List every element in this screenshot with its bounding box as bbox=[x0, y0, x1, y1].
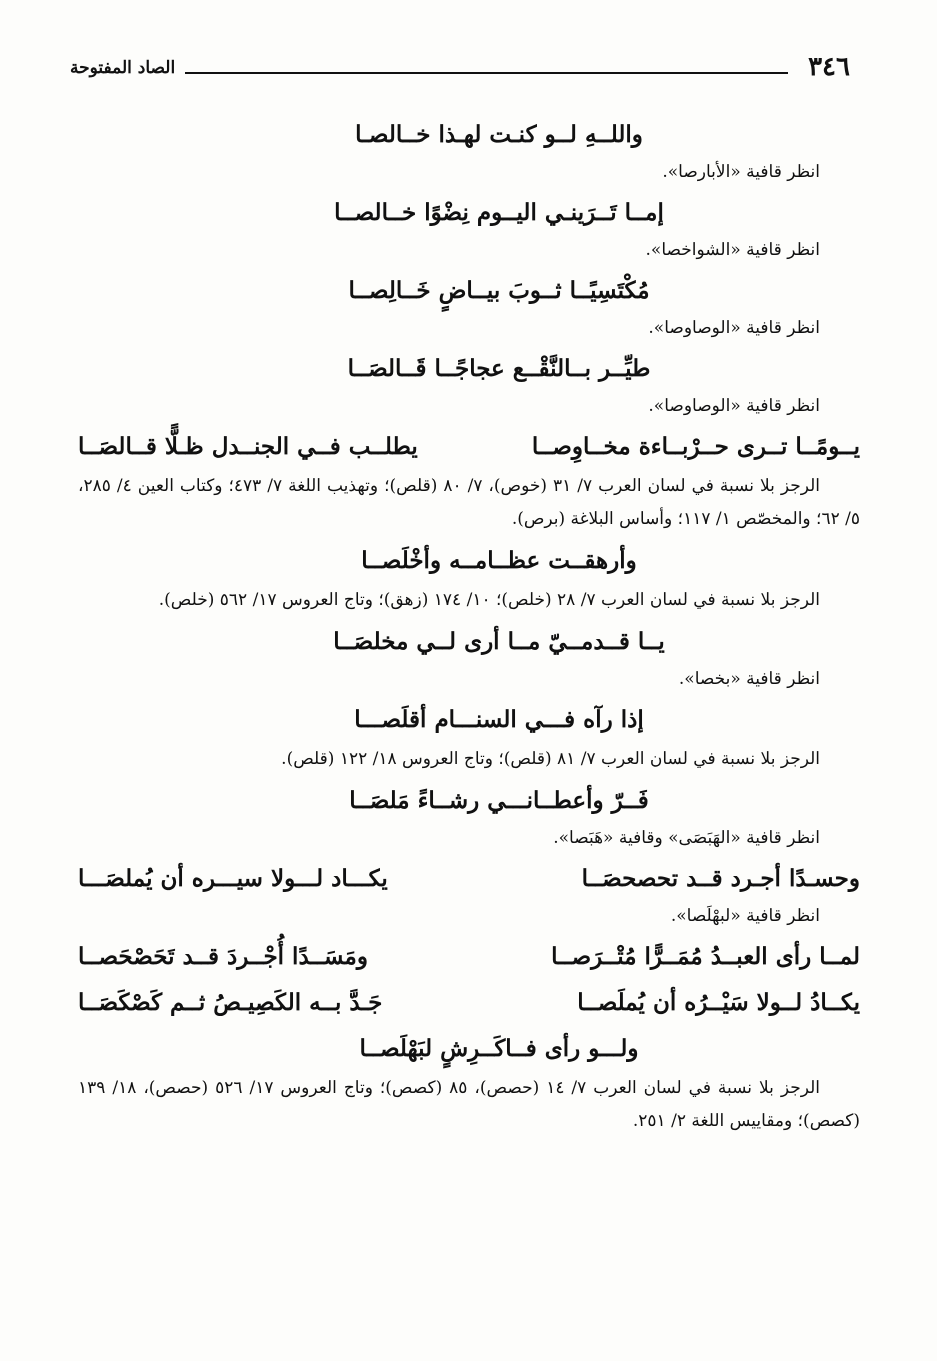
verse-line: وأرهقــت عظــامــه وأخْلَصــا bbox=[361, 547, 637, 574]
verse-hemistich-left: يكـــاد لـــولا سيـــره أن يُملصَـــا bbox=[78, 865, 388, 892]
verse-line: ولـــو رأى فــاكَــرِشٍ لبَهْلَصــا bbox=[359, 1035, 639, 1062]
page-number: ٣٤٦ bbox=[808, 52, 850, 82]
verse-line: إذا رآه فـــي السنـــام أقلَصـــا bbox=[354, 706, 644, 733]
verse-line: فَــرّ وأعطــانـــي رشــاءً مَلصَــا bbox=[349, 787, 649, 814]
verse-hemistich-left: يطلــب فــي الجنــدل ظـلًّا قــالصَــا bbox=[78, 433, 418, 460]
verse-couplet bbox=[78, 858, 860, 900]
citation: الرجز بلا نسبة في لسان العرب ٧/ ٣١ (خوص)، ٧/ ٨٠ (قلص)؛ وتهذيب اللغة ٧/ ٤٧٣؛ وكتاب العين ٤/ ٢٨٥، ٥/ ٦٢؛ والمخصّص ١/ ١١٧؛ وأساس البلاغة (برص). bbox=[78, 476, 860, 529]
verse-line: واللــهِ لــو كنـت لهـذا خــالصـا bbox=[355, 121, 643, 148]
citation: الرجز بلا نسبة في لسان العرب ٧/ ١٤ (حصص)، ٨٥ (كصص)؛ وتاج العروس ١٧/ ٥٢٦ (حصص)، ١٨/ ١٣٩ (كصص)؛ ومقاييس اللغة ٢/ ٢٥١. bbox=[78, 1078, 860, 1131]
cross-reference: انظر قافية «الوصاوصا». bbox=[648, 396, 820, 416]
cross-reference: انظر قافية «الشواخصا». bbox=[645, 240, 820, 260]
verse-hemistich-right: لمــا رأى العبــدُ مُمَــرًّا مُتْــرَصــا bbox=[551, 943, 860, 970]
verse-line: مُكْتَسِيًــا ثــوبَ بيــاضٍ خَــالِصــا bbox=[348, 277, 650, 304]
running-head: الصاد المفتوحة bbox=[70, 58, 176, 78]
citation: الرجز بلا نسبة في لسان العرب ٧/ ٨١ (قلص)؛ وتاج العروس ١٨/ ١٢٢ (قلص). bbox=[281, 749, 820, 769]
verse-line: إمــا تَــرَينـي اليــوم نِضْوًا خــالصــا bbox=[334, 199, 664, 226]
verse-couplet bbox=[78, 426, 860, 468]
page-header bbox=[70, 50, 850, 90]
verse-line: يــا قــدمــيّ مــا أرى لــي مخلصَــا bbox=[333, 628, 665, 655]
verse-couplet bbox=[78, 982, 860, 1024]
header-rule bbox=[185, 72, 788, 74]
cross-reference: انظر قافية «الأبارصا». bbox=[662, 162, 820, 182]
verse-hemistich-right: يــومًــا تــرى حــرْبــاءة مخــاوِصــا bbox=[531, 433, 860, 460]
verse-hemistich-right: وحسـدًا أجـرد قــد تحصحصَــا bbox=[581, 865, 860, 892]
verse-hemistich-right: يكــادُ لــولا سَيْــرُه أن يُملَصــا bbox=[577, 989, 860, 1016]
cross-reference: انظر قافية «الهَبَصَى» وقافية «هَبَصا». bbox=[553, 828, 820, 848]
verse-line: طيِّــر بــالنَّقْــع عجاجًــا قَــالصَــا bbox=[347, 355, 651, 382]
cross-reference: انظر قافية «بخصا». bbox=[678, 669, 820, 689]
verse-couplet bbox=[78, 936, 860, 978]
cross-reference: انظر قافية «الوصاوصا». bbox=[648, 318, 820, 338]
verse-hemistich-left: ومَسَــدًا أُجْــردَ قــد تَحَصْحَصــا bbox=[78, 943, 368, 970]
cross-reference: انظر قافية «لبهْلَصا». bbox=[670, 906, 820, 926]
citation: الرجز بلا نسبة في لسان العرب ٧/ ٢٨ (خلص)؛ ١٠/ ١٧٤ (زهق)؛ وتاج العروس ١٧/ ٥٦٢ (خلص). bbox=[158, 590, 820, 610]
page-content bbox=[78, 110, 860, 1140]
verse-hemistich-left: جَـدَّ بــه الكَصِيـصُ ثــم كَصْكَصَــا bbox=[78, 989, 383, 1016]
